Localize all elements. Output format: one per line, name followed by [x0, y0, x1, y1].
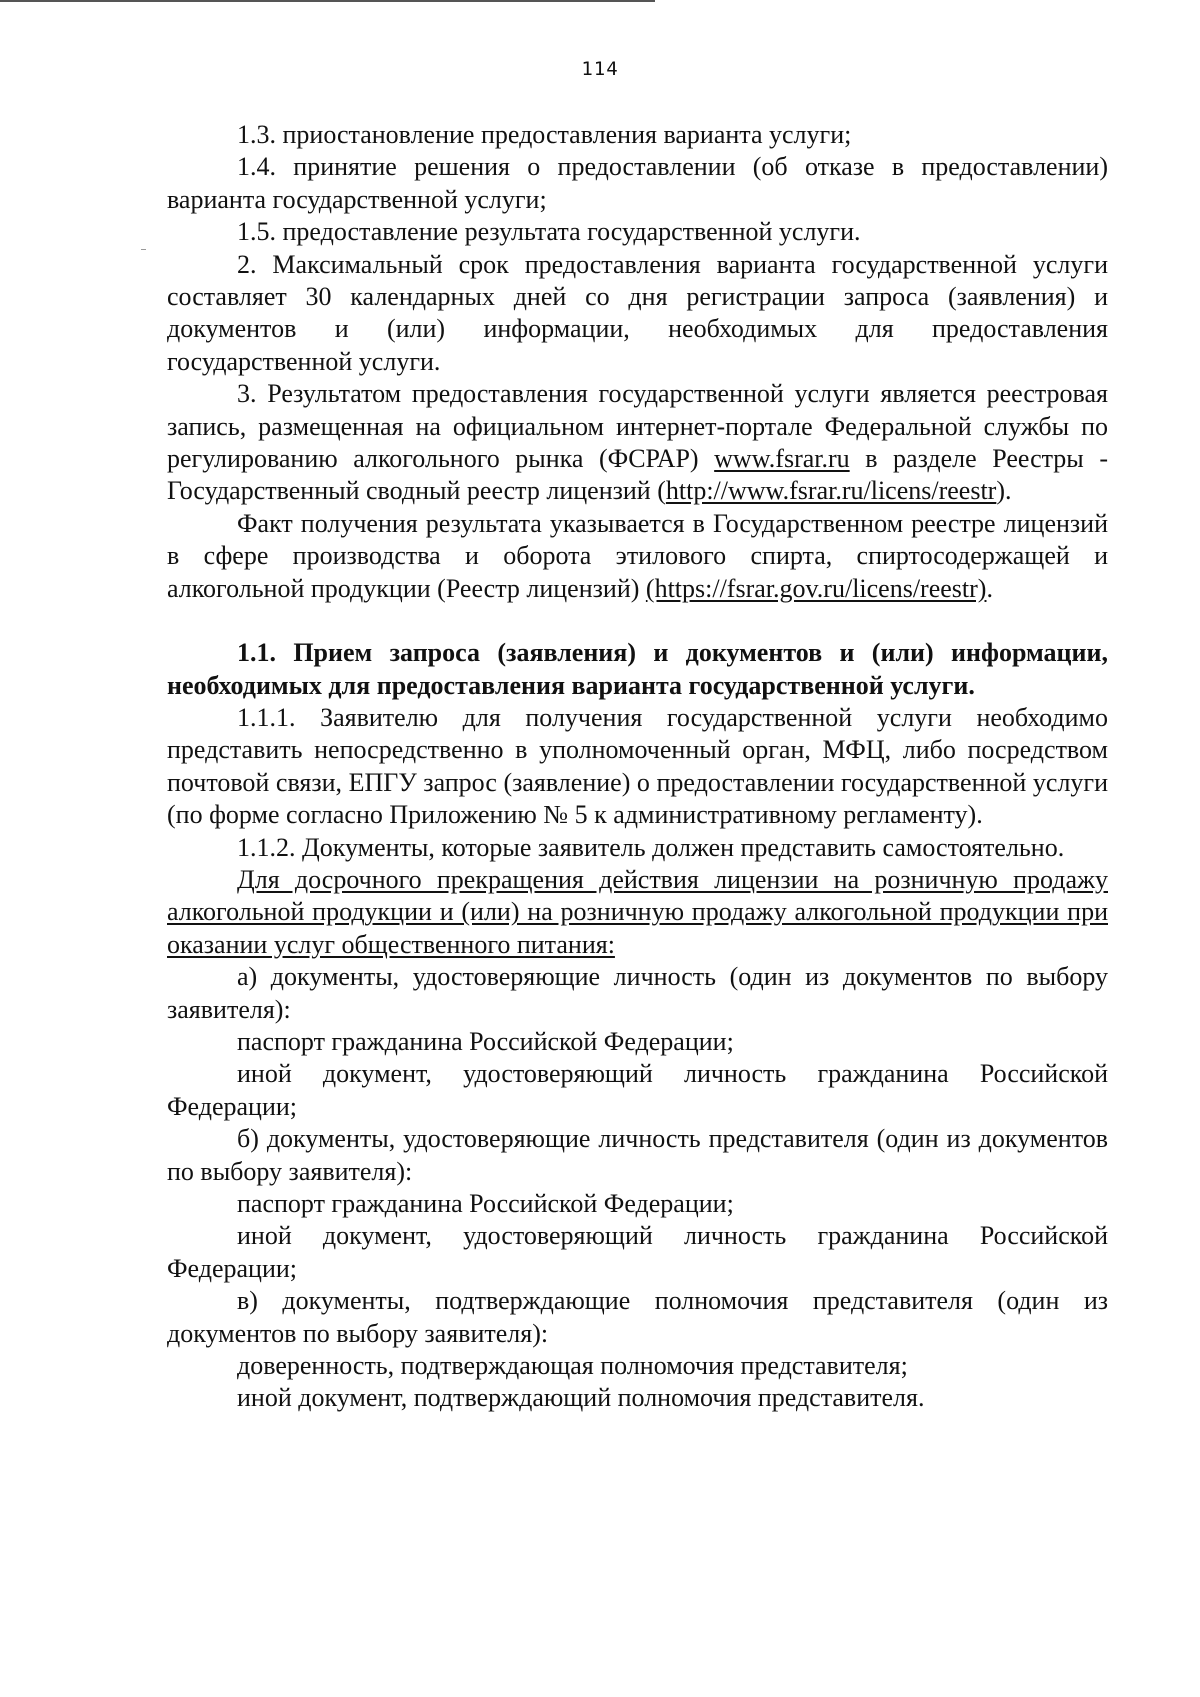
item-a-identity-documents: а) документы, удостоверяющие личность (один из документов по выбору заявителя):: [167, 962, 1108, 1024]
paragraph-1-5: 1.5. предоставление результата государственной услуги.: [237, 217, 861, 247]
paragraph-result-fact: [167, 508, 1108, 605]
document-body: [167, 119, 1108, 1415]
paragraph-fact-text-a: Факт получения результата указывается в Государственном реестре лицензий в сфере производства и оборота этилового спирта, спиртосодержащей и алкогольной продукции (Реестр лицензий): [167, 508, 1108, 603]
fsrar-gov-registry-link[interactable]: (https://fsrar.gov.ru/licens/reestr): [645, 573, 987, 603]
paragraph-3-text-a: 3. Результатом предоставления государственной услуги является реестровая запись, размещенная на официальном интернет-портале Федеральной службы по регулированию алкогольного рынка (ФСРАР): [167, 379, 1108, 474]
paragraph-1-4: 1.4. принятие решения о предоставлении (об отказе в предоставлении) варианта государственной услуги;: [167, 152, 1108, 214]
paragraph-fact-text-b: .: [986, 573, 993, 603]
paragraph-3-result: [167, 378, 1108, 508]
item-a-other-document: иной документ, удостоверяющий личность гражданина Российской Федерации;: [167, 1059, 1108, 1121]
paragraph-1-3: 1.3. приостановление предоставления варианта услуги;: [237, 120, 852, 149]
item-v-authority-documents: в) документы, подтверждающие полномочия представителя (один из документов по выбору заявителя):: [167, 1286, 1108, 1348]
section-heading-1-1: 1.1. Прием запроса (заявления) и документов и (или) информации, необходимых для предоставления варианта государственной услуги.: [167, 638, 1108, 700]
item-a-passport: паспорт гражданина Российской Федерации;: [237, 1026, 734, 1056]
paragraph-2-max-term: 2. Максимальный срок предоставления варианта государственной услуги составляет 30 календарных дней со дня регистрации запроса (заявления) и документов и (или) информации, необходимых для предоставления государственной услуги.: [167, 249, 1108, 376]
margin-mark: [141, 249, 146, 250]
item-b-representative-identity: б) документы, удостоверяющие личность представителя (один из документов по выбору заявителя):: [167, 1124, 1108, 1186]
paragraph-1-1-1: 1.1.1. Заявителю для получения государственной услуги необходимо представить непосредственно в уполномоченный орган, МФЦ, либо посредством почтовой связи, ЕПГУ запрос (заявление) о предоставлении государственной услуги (по форме согласно Приложению № 5 к административному регламенту).: [167, 702, 1108, 830]
underlined-condition: Для досрочного прекращения действия лицензии на розничную продажу алкогольной продукции и (или) на розничную продажу алкогольной продукции при оказании услуг общественного питания:: [167, 864, 1108, 959]
item-v-power-of-attorney: доверенность, подтверждающая полномочия представителя;: [237, 1351, 908, 1381]
item-b-passport: паспорт гражданина Российской Федерации;: [237, 1189, 734, 1218]
item-b-other-document: иной документ, удостоверяющий личность гражданина Российской Федерации;: [167, 1221, 1108, 1283]
fsrar-registry-link[interactable]: http://www.fsrar.ru/licens/reestr: [665, 476, 997, 506]
fsrar-site-link[interactable]: www.fsrar.ru: [714, 444, 850, 474]
item-v-other-document: иной документ, подтверждающий полномочия представителя.: [237, 1383, 925, 1413]
section-gap: [167, 605, 1108, 637]
paragraph-3-text-b: в разделе Реестры - Государственный сводный реестр лицензий (: [167, 444, 1108, 506]
page-number: 114: [581, 58, 619, 80]
paragraph-3-text-c: ).: [996, 476, 1012, 506]
top-rule: [0, 0, 655, 2]
paragraph-1-1-2: 1.1.2. Документы, которые заявитель должен представить самостоятельно.: [237, 832, 1065, 862]
